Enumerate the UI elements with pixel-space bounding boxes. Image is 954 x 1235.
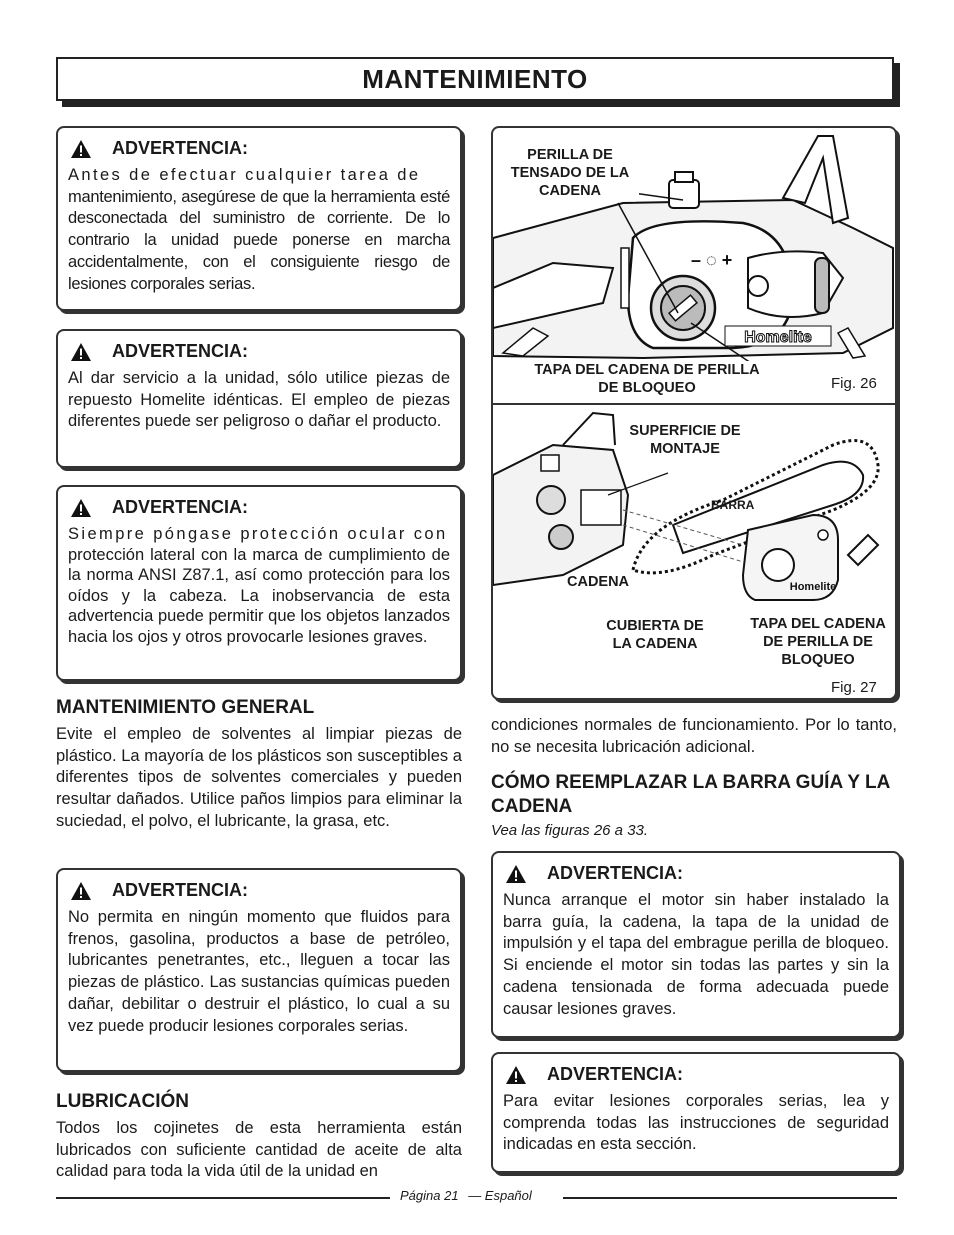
warning-box-1 <box>56 126 462 311</box>
callout-bar: BARRA <box>711 498 755 512</box>
callout-lock-cover: TAPA DEL CADENA DE PERILLA DE BLOQUEO <box>525 361 769 397</box>
warning-triangle-icon <box>70 498 92 518</box>
warning-box-2 <box>56 329 462 468</box>
warning-triangle-icon <box>70 881 92 901</box>
footer-rule-right <box>563 1197 897 1199</box>
warning-text: Para evitar lesiones corporales serias, lea y comprenda todas las instrucciones de seguridad indicadas en esta sección. <box>503 1092 889 1154</box>
section-heading-replace: CÓMO REEMPLAZAR LA BARRA GUÍA Y LA CADENA <box>491 772 890 817</box>
fig27-caption: Fig. 27 <box>831 679 877 696</box>
warning-label: ADVERTENCIA: <box>112 138 249 158</box>
footer-page-number: Página 21 <box>400 1188 459 1203</box>
warning-triangle-icon <box>70 342 92 362</box>
warning-text: Al dar servicio a la unidad, sólo utilice piezas de repuesto Homelite idénticas. El empleo de piezas diferentes puede ser peligroso o dañar el producto. <box>68 369 450 431</box>
section-heading-lubrication: LUBRICACIÓN <box>56 1091 189 1112</box>
warning-label: ADVERTENCIA: <box>112 880 249 900</box>
warning-text-line: Antes de efectuar cualquier tarea de <box>68 166 421 184</box>
brand-logo-text: Homelite <box>744 329 812 346</box>
warning-text-line: Siempre póngase protección ocular con <box>68 525 448 543</box>
warning-label: ADVERTENCIA: <box>112 341 249 361</box>
page-title: MANTENIMIENTO <box>362 63 588 94</box>
warning-box-6 <box>491 1052 901 1173</box>
callout-mounting-surface: SUPERFICIE DE MONTAJE <box>629 423 741 457</box>
page-title-box <box>56 57 894 101</box>
warning-label: ADVERTENCIA: <box>547 1064 684 1084</box>
svg-text:– ◌ +: – ◌ + <box>691 250 733 270</box>
warning-triangle-icon <box>505 1065 527 1085</box>
fig26-caption: Fig. 26 <box>831 375 877 392</box>
footer-rule-left <box>56 1197 390 1199</box>
warning-label: ADVERTENCIA: <box>112 497 249 517</box>
warning-text: No permita en ningún momento que fluidos para frenos, gasolina, productos a base de petróleo, lubricantes penetrantes, etc., lleguen a tocar las piezas de plástico. Las sustancias químicas pueden dañar, debilitar o destruir el plástico, lo cual a su vez puede producir lesiones corporales serias. <box>68 908 450 1035</box>
warning-box-5 <box>491 851 901 1038</box>
warning-box-3 <box>56 485 462 681</box>
callout-lock-knob-cover: TAPA DEL CADENA DE PERILLA DE BLOQUEO <box>750 616 886 668</box>
footer-language: — Español <box>468 1188 532 1203</box>
warning-text: mantenimiento, asegúrese de que la herramienta esté desconectada del suministro de corriente. De lo contrario la unidad puede ponerse en marcha accidentalmente, con el consiguiente riesgo de lesiones corporales serias. <box>68 187 450 293</box>
callout-chain-cover: CUBIERTA DE LA CADENA <box>606 618 704 652</box>
warning-text: protección lateral con la marca de cumplimiento de la norma ANSI Z87.1, así como protección para los oídos y la cabeza. La inobservancia de esta advertencia puede permitir que los objetos lanzados hacia los ojos y otros provocarle lesiones graves. <box>68 545 450 646</box>
lubrication-text: Todos los cojinetes de esta herramienta están lubricados con suficiente cantidad de aceite de alta calidad para toda la vida útil de la unidad en <box>56 1119 462 1181</box>
figure-panel <box>491 126 897 700</box>
callout-tension-knob: PERILLA DE TENSADO DE LA CADENA <box>501 146 639 200</box>
warning-box-4 <box>56 868 462 1072</box>
lubrication-text-continued: condiciones normales de funcionamiento. Por lo tanto, no se necesita lubricación adicional. <box>491 716 897 756</box>
warning-triangle-icon <box>505 864 527 884</box>
brand-logo-text: Homelite <box>789 581 837 593</box>
replace-subtext: Vea las figuras 26 a 33. <box>491 822 649 839</box>
warning-label: ADVERTENCIA: <box>547 863 684 883</box>
callout-chain: CADENA <box>567 574 630 590</box>
warning-text: Nunca arranque el motor sin haber instalado la barra guía, la cadena, la tapa de la unidad de impulsión y el tapa del embrague perilla de bloqueo. Si enciende el motor sin todas las partes y sin la cadena tensionada de forma adecuada puede causar lesiones graves. <box>503 891 889 1018</box>
footer-page-label <box>400 1188 532 1203</box>
general-text: Evite el empleo de solventes al limpiar piezas de plástico. La mayoría de los plásticos son susceptibles a diferentes tipos de solventes comerciales y pueden resultar dañados. Utilice paños limpios para eliminar la suciedad, el polvo, el lubricante, la grasa, etc. <box>56 725 462 830</box>
section-heading-general: MANTENIMIENTO GENERAL <box>56 697 315 718</box>
warning-triangle-icon <box>70 139 92 159</box>
